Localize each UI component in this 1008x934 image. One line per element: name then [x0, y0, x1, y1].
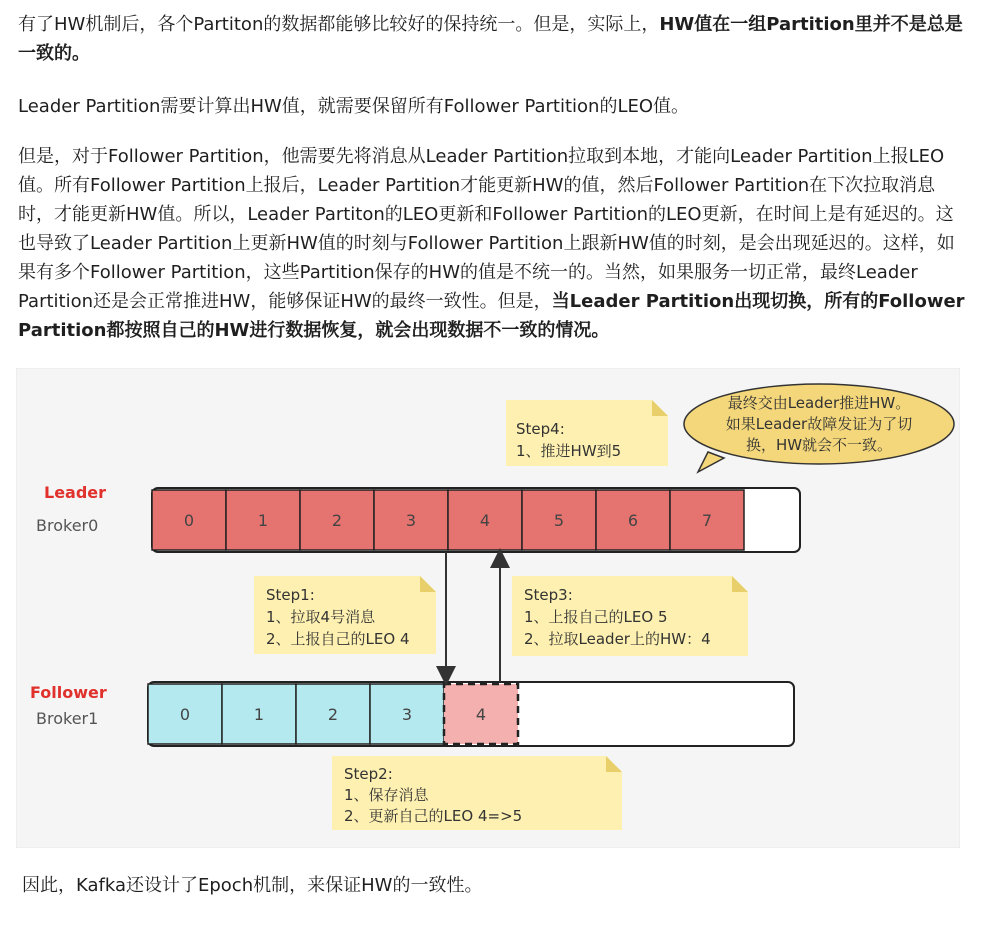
follower-role-label: Follower: [30, 683, 107, 702]
leader-cell-label-0: 0: [183, 511, 195, 530]
leader-cell-label-3: 3: [405, 511, 417, 530]
delay-text: 但是，对于Follower Partition，他需要先将消息从Leader Partition拉取到本地，才能向Leader Partition上报LEO值。所有Follower Partition上报后，Leader Partition才能更新HW的值，然后Follower Partition在下次拉取消息时，才能更新HW值。所以，Leader Partiton的LEO更新和Follower Partition的LEO更新，在时间上是有延迟的。这也导致了Leader Partition上更新HW值的时刻与Follower Partition上跟新HW值的时刻，是会出现延迟的。这样，如果有多个Follower Partition，这些Partition保存的HW的值是不统一的。当然，如果服务一切正常，最终Leader Partition还是会正常推进HW，能够保证HW的最终一致性。但是，: [18, 146, 955, 312]
delay-paragraph: [18, 142, 968, 345]
step2-line-1: Step2:: [344, 765, 393, 783]
leader-cell-label-4: 4: [479, 511, 491, 530]
bubble-line-1: 最终交由Leader推进HW。: [727, 394, 911, 412]
leader-cell-label-1: 1: [257, 511, 269, 530]
bubble-line-2: 如果Leader故障发证为了切: [725, 415, 913, 433]
follower-cell-label-1: 1: [253, 705, 265, 724]
step1-line-3: 2、上报自己的LEO 4: [266, 630, 410, 648]
follower-cell-label-2: 2: [327, 705, 339, 724]
step2-line-3: 2、更新自己的LEO 4=>5: [344, 807, 523, 825]
step1-line-1: Step1:: [266, 586, 315, 604]
step4-note: [506, 400, 668, 466]
leader-cell-label-5: 5: [553, 511, 565, 530]
leader-cell-label-6: 6: [627, 511, 639, 530]
step3-line-2: 1、上报自己的LEO 5: [524, 608, 668, 626]
leader-role-label: Leader: [44, 483, 107, 502]
leader-cell-label-7: 7: [701, 511, 713, 530]
step3-line-1: Step3:: [524, 586, 573, 604]
step4-line-1: Step4:: [516, 420, 565, 438]
step1-note: [254, 576, 436, 654]
leader-broker-label: Broker0: [36, 516, 99, 535]
step2-note: [332, 756, 622, 830]
step3-line-3: 2、拉取Leader上的HW：4: [524, 630, 711, 648]
step4-line-2: 1、推进HW到5: [516, 442, 622, 460]
intro-bold-text: HW值在一组Partition里并不是总是一致的。: [18, 14, 963, 64]
hw-leo-paragraph: Leader Partition需要计算出HW值，就需要保留所有Follower Partition的LEO值。: [18, 96, 690, 117]
follower-cell-label-0: 0: [179, 705, 191, 724]
bubble-line-3: 换，HW就会不一致。: [745, 436, 893, 454]
step3-note: [512, 576, 748, 656]
follower-log-cells: [148, 684, 518, 744]
intro-paragraph: [18, 10, 968, 68]
follower-cell-label-4: 4: [475, 705, 487, 724]
follower-cell-label-3: 3: [401, 705, 413, 724]
leader-log-cells: [152, 490, 744, 550]
hw-sync-diagram: [16, 368, 960, 848]
epoch-paragraph: 因此，Kafka还设计了Epoch机制，来保证HW的一致性。: [22, 875, 483, 896]
intro-text: 有了HW机制后，各个Partiton的数据都能够比较好的保持统一。但是，实际上，: [18, 14, 660, 35]
step1-line-2: 1、拉取4号消息: [266, 608, 376, 626]
step2-line-2: 1、保存消息: [344, 786, 429, 804]
follower-broker-label: Broker1: [36, 709, 99, 728]
leader-cell-label-2: 2: [331, 511, 343, 530]
delay-bold-text: 当Leader Partition出现切换，所有的Follower Partition都按照自己的HW进行数据恢复，就会出现数据不一致的情况。: [18, 291, 965, 341]
